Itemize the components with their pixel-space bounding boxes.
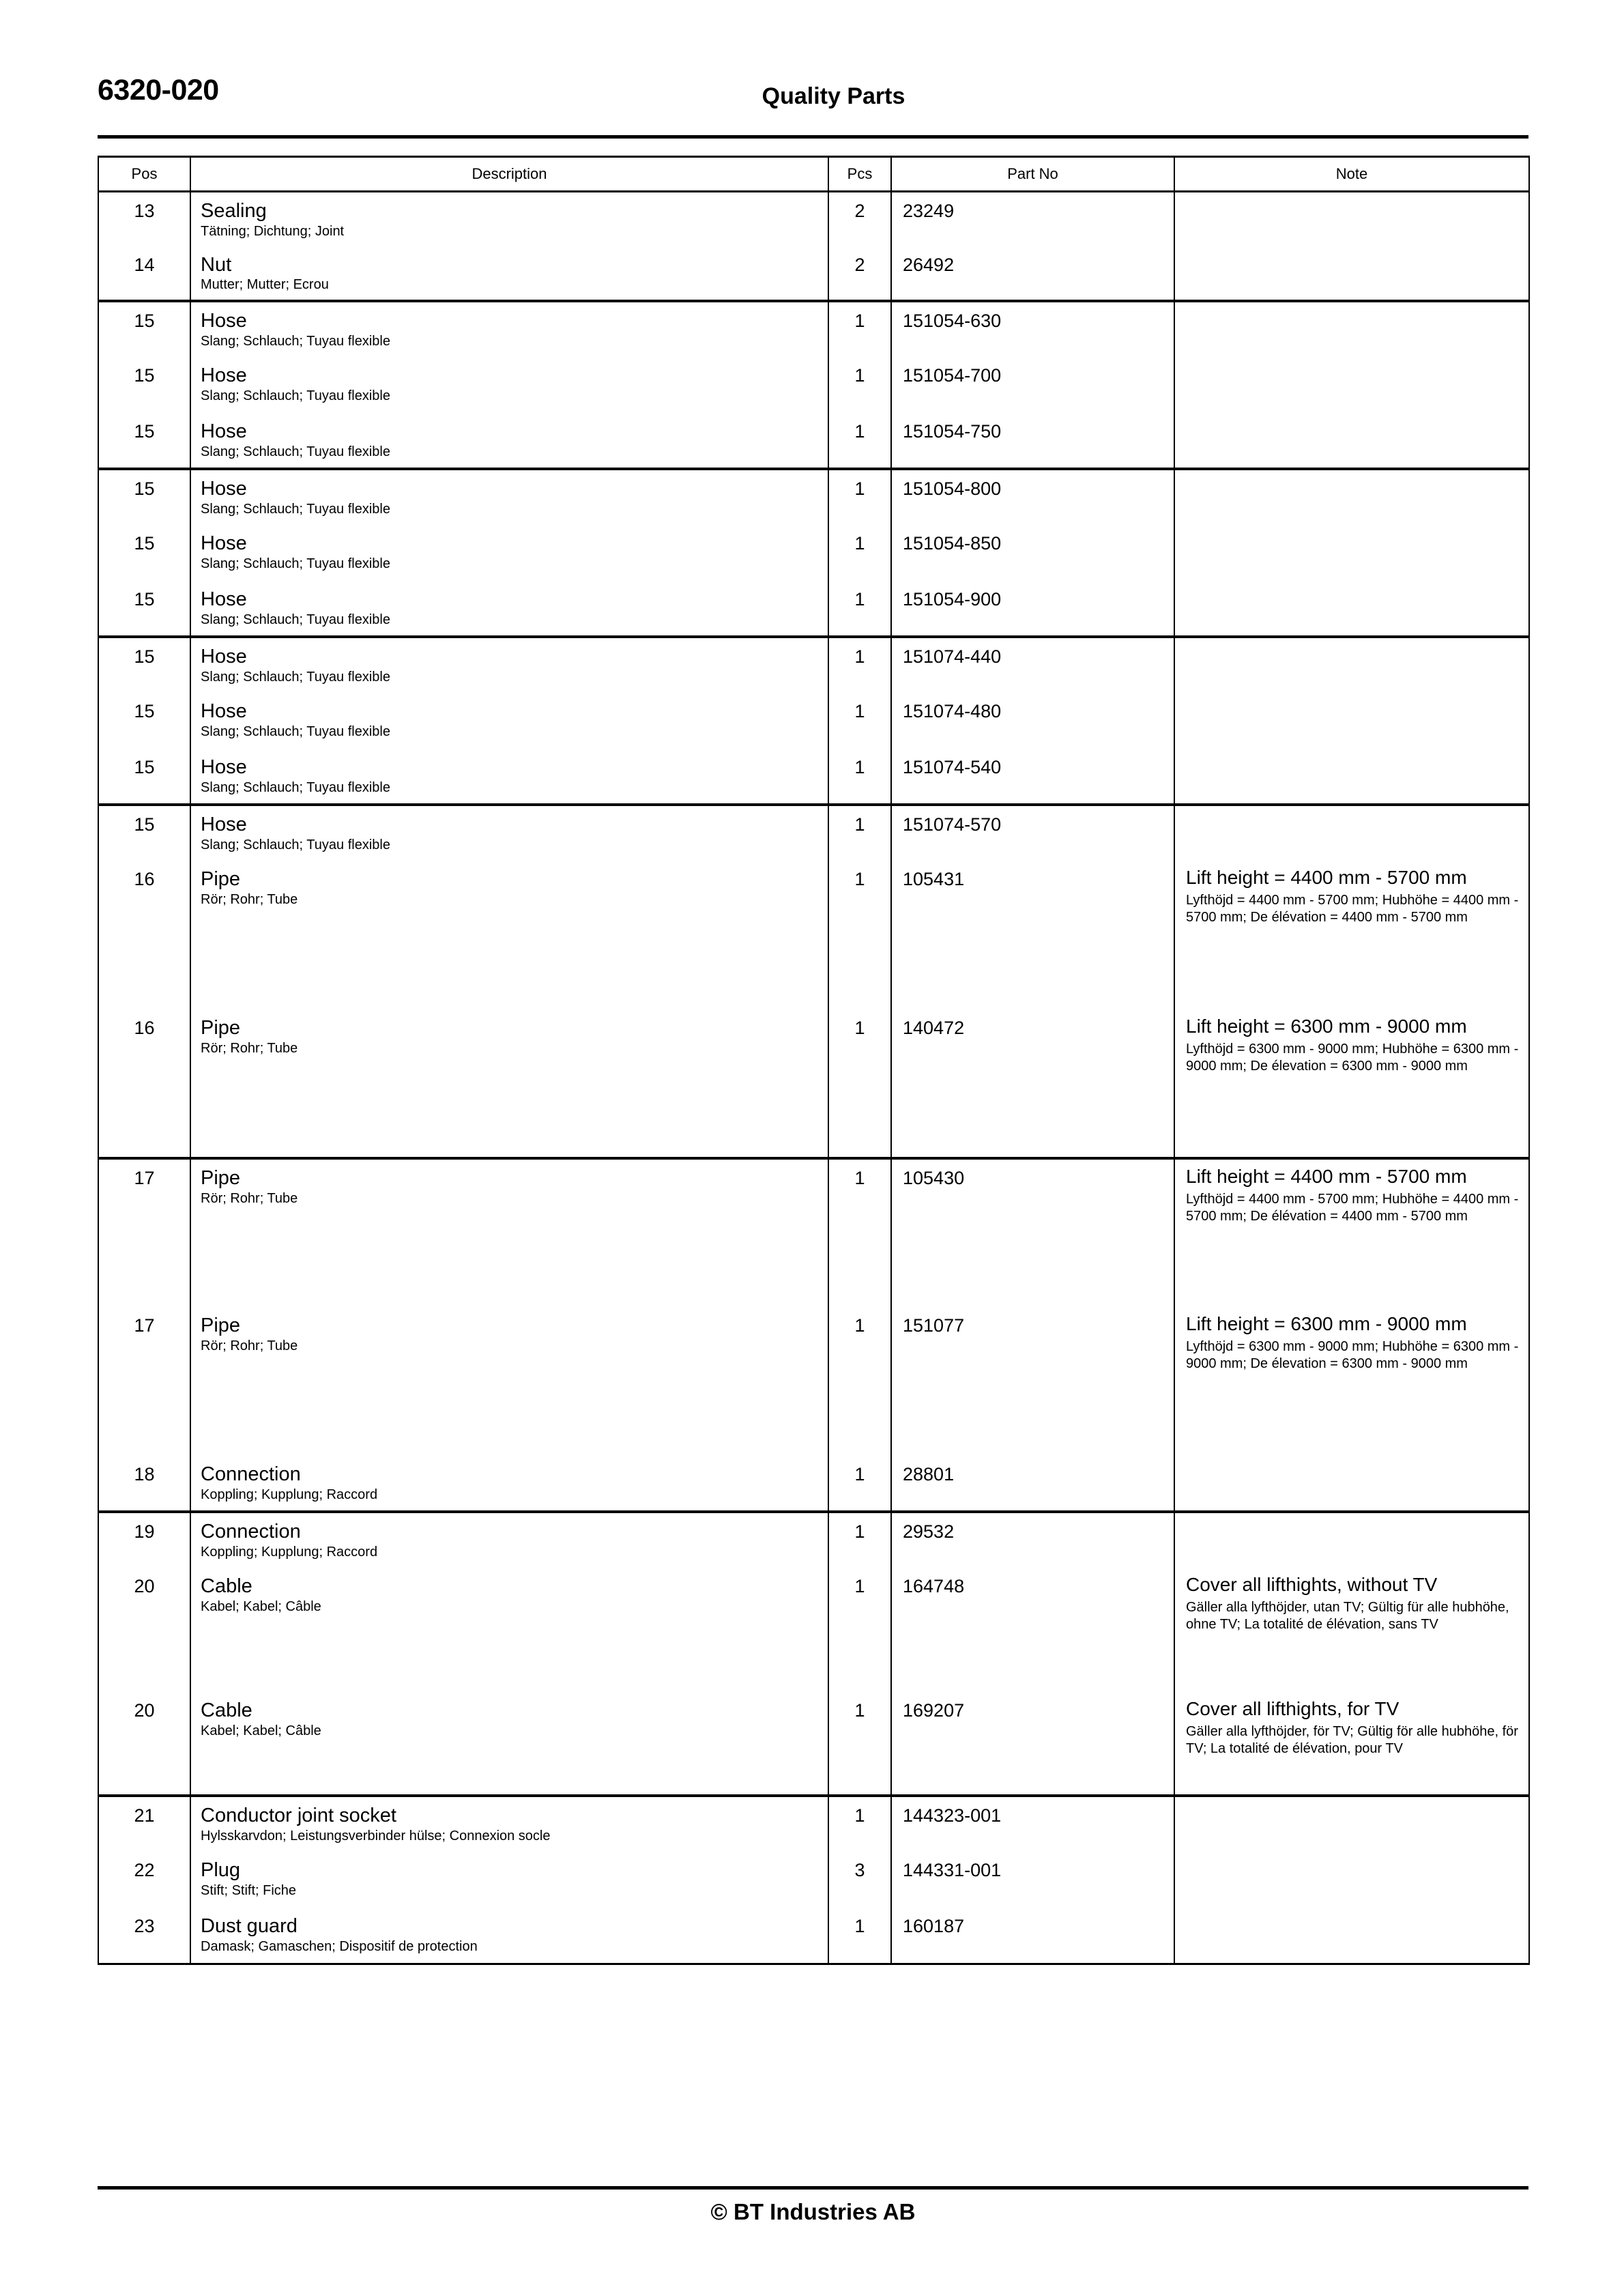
description-translations: Slang; Schlauch; Tuyau flexible (201, 780, 390, 796)
cell-pieces: 1 (828, 301, 891, 357)
cell-note (1174, 637, 1529, 693)
description-primary: Cable (201, 1575, 252, 1598)
cell-position: 20 (98, 1692, 190, 1796)
cell-note (1174, 1568, 1529, 1692)
note-primary: Lift height = 6300 mm - 9000 mm (1186, 1016, 1467, 1037)
column-header-note: Note (1174, 157, 1529, 192)
description-primary: Pipe (201, 1167, 241, 1190)
cell-note (1174, 1512, 1529, 1568)
description-translations: Kabel; Kabel; Câble (201, 1723, 321, 1739)
table-row (98, 1307, 1529, 1456)
note-primary: Lift height = 6300 mm - 9000 mm (1186, 1313, 1467, 1335)
description-translations: Stift; Stift; Fiche (201, 1883, 297, 1899)
description-primary: Hose (201, 364, 247, 387)
description-primary: Nut (201, 253, 232, 276)
cell-position: 20 (98, 1568, 190, 1692)
description-primary: Hose (201, 478, 247, 500)
cell-note (1174, 1009, 1529, 1158)
header-divider (98, 135, 1528, 139)
note-translations: Lyfthöjd = 6300 mm - 9000 mm; Hubhöhe = 6300 mm - 9000 mm; De élevation = 6300 mm - 9000 mm (1186, 1338, 1519, 1372)
cell-part-number: 151074-570 (891, 805, 1174, 861)
cell-pieces: 1 (828, 1456, 891, 1512)
description-translations: Damask; Gamaschen; Dispositif de protection (201, 1939, 478, 1955)
cell-part-number: 29532 (891, 1512, 1174, 1568)
cell-description (190, 1852, 828, 1908)
table-body (98, 192, 1529, 1964)
cell-description (190, 192, 828, 246)
footer-divider (98, 2186, 1528, 2190)
description-primary: Hose (201, 700, 247, 723)
note-translations: Gäller alla lyfthöjder, för TV; Gültig för alle hubhöhe, för TV; La totalité de élévation, pour TV (1186, 1723, 1518, 1757)
description-translations: Slang; Schlauch; Tuyau flexible (201, 612, 390, 628)
table-row (98, 693, 1529, 749)
cell-part-number: 151054-900 (891, 581, 1174, 637)
document-number: 6320-020 (98, 74, 219, 106)
cell-position: 15 (98, 805, 190, 861)
cell-position: 15 (98, 693, 190, 749)
note-primary: Lift height = 4400 mm - 5700 mm (1186, 867, 1467, 889)
description-primary: Connection (201, 1521, 301, 1543)
cell-description (190, 581, 828, 637)
cell-note (1174, 749, 1529, 805)
cell-note (1174, 413, 1529, 469)
description-primary: Hose (201, 646, 247, 668)
description-translations: Kabel; Kabel; Câble (201, 1599, 321, 1615)
description-translations: Slang; Schlauch; Tuyau flexible (201, 388, 390, 404)
cell-description (190, 1908, 828, 1964)
cell-position: 15 (98, 749, 190, 805)
column-header-part-no: Part No (891, 157, 1174, 192)
description-translations: Slang; Schlauch; Tuyau flexible (201, 837, 390, 853)
cell-part-number: 169207 (891, 1692, 1174, 1796)
description-translations: Rör; Rohr; Tube (201, 1041, 298, 1057)
cell-note (1174, 861, 1529, 1009)
cell-part-number: 26492 (891, 246, 1174, 302)
cell-pieces: 1 (828, 1796, 891, 1852)
cell-pieces: 1 (828, 581, 891, 637)
cell-position: 22 (98, 1852, 190, 1908)
cell-note (1174, 525, 1529, 581)
cell-note (1174, 1158, 1529, 1307)
table-row (98, 1512, 1529, 1568)
table-header-row (98, 157, 1529, 192)
cell-description (190, 1692, 828, 1796)
description-primary: Sealing (201, 200, 267, 222)
cell-pieces: 1 (828, 805, 891, 861)
table-row (98, 1456, 1529, 1512)
description-translations: Rör; Rohr; Tube (201, 1191, 298, 1207)
note-primary: Lift height = 4400 mm - 5700 mm (1186, 1166, 1467, 1188)
cell-part-number: 151074-440 (891, 637, 1174, 693)
description-translations: Slang; Schlauch; Tuyau flexible (201, 670, 390, 685)
cell-description (190, 1568, 828, 1692)
cell-note (1174, 693, 1529, 749)
cell-part-number: 164748 (891, 1568, 1174, 1692)
cell-description (190, 1009, 828, 1158)
parts-table (98, 156, 1530, 1965)
description-primary: Cable (201, 1699, 252, 1722)
description-translations: Rör; Rohr; Tube (201, 892, 298, 908)
cell-note (1174, 1796, 1529, 1852)
cell-pieces: 2 (828, 192, 891, 246)
cell-part-number: 151074-540 (891, 749, 1174, 805)
cell-description (190, 469, 828, 525)
cell-position: 15 (98, 637, 190, 693)
cell-pieces: 1 (828, 1009, 891, 1158)
cell-pieces: 2 (828, 246, 891, 302)
cell-part-number: 105431 (891, 861, 1174, 1009)
cell-pieces: 1 (828, 1512, 891, 1568)
description-translations: Slang; Schlauch; Tuyau flexible (201, 502, 390, 517)
cell-description (190, 246, 828, 302)
description-primary: Dust guard (201, 1915, 298, 1938)
description-translations: Hylsskarvdon; Leistungsverbinder hülse; Connexion socle (201, 1828, 551, 1844)
cell-pieces: 1 (828, 637, 891, 693)
cell-position: 17 (98, 1158, 190, 1307)
description-translations: Slang; Schlauch; Tuyau flexible (201, 724, 390, 740)
cell-description (190, 749, 828, 805)
table-row (98, 1852, 1529, 1908)
cell-note (1174, 1908, 1529, 1964)
description-translations: Slang; Schlauch; Tuyau flexible (201, 444, 390, 460)
cell-description (190, 1158, 828, 1307)
cell-position: 15 (98, 301, 190, 357)
cell-position: 13 (98, 192, 190, 246)
cell-note (1174, 1456, 1529, 1512)
note-primary: Cover all lifthights, for TV (1186, 1698, 1400, 1720)
table-row (98, 1009, 1529, 1158)
description-primary: Hose (201, 588, 247, 611)
cell-note (1174, 357, 1529, 413)
cell-description (190, 1307, 828, 1456)
cell-description (190, 525, 828, 581)
cell-pieces: 1 (828, 1908, 891, 1964)
description-translations: Slang; Schlauch; Tuyau flexible (201, 334, 390, 349)
table-row (98, 749, 1529, 805)
description-translations: Koppling; Kupplung; Raccord (201, 1545, 378, 1560)
cell-pieces: 1 (828, 861, 891, 1009)
note-translations: Gäller alla lyfthöjder, utan TV; Gültig für alle hubhöhe, ohne TV; La totalité de élévation, sans TV (1186, 1599, 1509, 1633)
note-translations: Lyfthöjd = 6300 mm - 9000 mm; Hubhöhe = 6300 mm - 9000 mm; De élevation = 6300 mm - 9000 mm (1186, 1041, 1519, 1074)
cell-pieces: 1 (828, 1307, 891, 1456)
description-primary: Pipe (201, 1017, 241, 1039)
table-header (98, 157, 1529, 192)
table-row (98, 1692, 1529, 1796)
table-row (98, 525, 1529, 581)
column-header-description: Description (190, 157, 828, 192)
cell-part-number: 23249 (891, 192, 1174, 246)
cell-description (190, 413, 828, 469)
cell-note (1174, 301, 1529, 357)
cell-description (190, 693, 828, 749)
cell-part-number: 151077 (891, 1307, 1174, 1456)
description-primary: Hose (201, 420, 247, 443)
cell-pieces: 1 (828, 693, 891, 749)
description-primary: Hose (201, 532, 247, 555)
description-primary: Plug (201, 1859, 241, 1882)
cell-description (190, 805, 828, 861)
cell-position: 17 (98, 1307, 190, 1456)
cell-position: 15 (98, 525, 190, 581)
table-row (98, 192, 1529, 246)
table-row (98, 805, 1529, 861)
cell-note (1174, 1852, 1529, 1908)
cell-part-number: 151074-480 (891, 693, 1174, 749)
cell-position: 23 (98, 1908, 190, 1964)
cell-pieces: 1 (828, 525, 891, 581)
cell-note (1174, 469, 1529, 525)
description-translations: Koppling; Kupplung; Raccord (201, 1487, 378, 1503)
cell-description (190, 861, 828, 1009)
cell-pieces: 1 (828, 357, 891, 413)
cell-description (190, 1512, 828, 1568)
cell-part-number: 151054-850 (891, 525, 1174, 581)
cell-position: 15 (98, 357, 190, 413)
cell-position: 21 (98, 1796, 190, 1852)
cell-position: 16 (98, 861, 190, 1009)
description-primary: Pipe (201, 868, 241, 891)
description-primary: Hose (201, 814, 247, 836)
cell-description (190, 357, 828, 413)
cell-note (1174, 581, 1529, 637)
note-primary: Cover all lifthights, without TV (1186, 1574, 1438, 1596)
page-header (98, 74, 1528, 135)
cell-note (1174, 805, 1529, 861)
table-row (98, 581, 1529, 637)
cell-description (190, 637, 828, 693)
description-translations: Slang; Schlauch; Tuyau flexible (201, 556, 390, 572)
description-translations: Rör; Rohr; Tube (201, 1338, 298, 1354)
cell-pieces: 1 (828, 469, 891, 525)
cell-note (1174, 246, 1529, 302)
cell-part-number: 151054-630 (891, 301, 1174, 357)
cell-pieces: 1 (828, 1568, 891, 1692)
description-primary: Pipe (201, 1315, 241, 1337)
table-row (98, 469, 1529, 525)
column-header-pos: Pos (98, 157, 190, 192)
cell-part-number: 151054-750 (891, 413, 1174, 469)
cell-position: 16 (98, 1009, 190, 1158)
table-row (98, 413, 1529, 469)
cell-note (1174, 192, 1529, 246)
cell-position: 15 (98, 413, 190, 469)
cell-pieces: 1 (828, 1692, 891, 1796)
cell-part-number: 105430 (891, 1158, 1174, 1307)
cell-pieces: 3 (828, 1852, 891, 1908)
table-row (98, 861, 1529, 1009)
cell-position: 15 (98, 469, 190, 525)
table-row (98, 1158, 1529, 1307)
footer-copyright: © BT Industries AB (710, 2199, 916, 2224)
cell-part-number: 160187 (891, 1908, 1174, 1964)
description-primary: Hose (201, 310, 247, 332)
cell-part-number: 144331-001 (891, 1852, 1174, 1908)
description-primary: Connection (201, 1463, 301, 1486)
table-row (98, 637, 1529, 693)
table-row (98, 1796, 1529, 1852)
cell-note (1174, 1307, 1529, 1456)
page-title: Quality Parts (762, 83, 905, 109)
table-row (98, 246, 1529, 302)
note-translations: Lyfthöjd = 4400 mm - 5700 mm; Hubhöhe = 4400 mm - 5700 mm; De élévation = 4400 mm - 5700 mm (1186, 1191, 1519, 1224)
cell-position: 18 (98, 1456, 190, 1512)
cell-part-number: 151054-700 (891, 357, 1174, 413)
cell-description (190, 1456, 828, 1512)
cell-pieces: 1 (828, 413, 891, 469)
cell-description (190, 1796, 828, 1852)
note-translations: Lyfthöjd = 4400 mm - 5700 mm; Hubhöhe = 4400 mm - 5700 mm; De élévation = 4400 mm - 5700 mm (1186, 892, 1519, 925)
cell-position: 19 (98, 1512, 190, 1568)
description-primary: Hose (201, 756, 247, 779)
cell-pieces: 1 (828, 1158, 891, 1307)
cell-description (190, 301, 828, 357)
cell-pieces: 1 (828, 749, 891, 805)
cell-position: 14 (98, 246, 190, 302)
table-row (98, 357, 1529, 413)
description-translations: Mutter; Mutter; Ecrou (201, 277, 329, 293)
description-primary: Conductor joint socket (201, 1805, 396, 1827)
description-translations: Tätning; Dichtung; Joint (201, 223, 345, 239)
table-row (98, 1908, 1529, 1964)
table-row (98, 301, 1529, 357)
cell-note (1174, 1692, 1529, 1796)
cell-part-number: 144323-001 (891, 1796, 1174, 1852)
cell-part-number: 151054-800 (891, 469, 1174, 525)
table-row (98, 1568, 1529, 1692)
cell-part-number: 28801 (891, 1456, 1174, 1512)
column-header-pcs: Pcs (828, 157, 891, 192)
cell-position: 15 (98, 581, 190, 637)
cell-part-number: 140472 (891, 1009, 1174, 1158)
